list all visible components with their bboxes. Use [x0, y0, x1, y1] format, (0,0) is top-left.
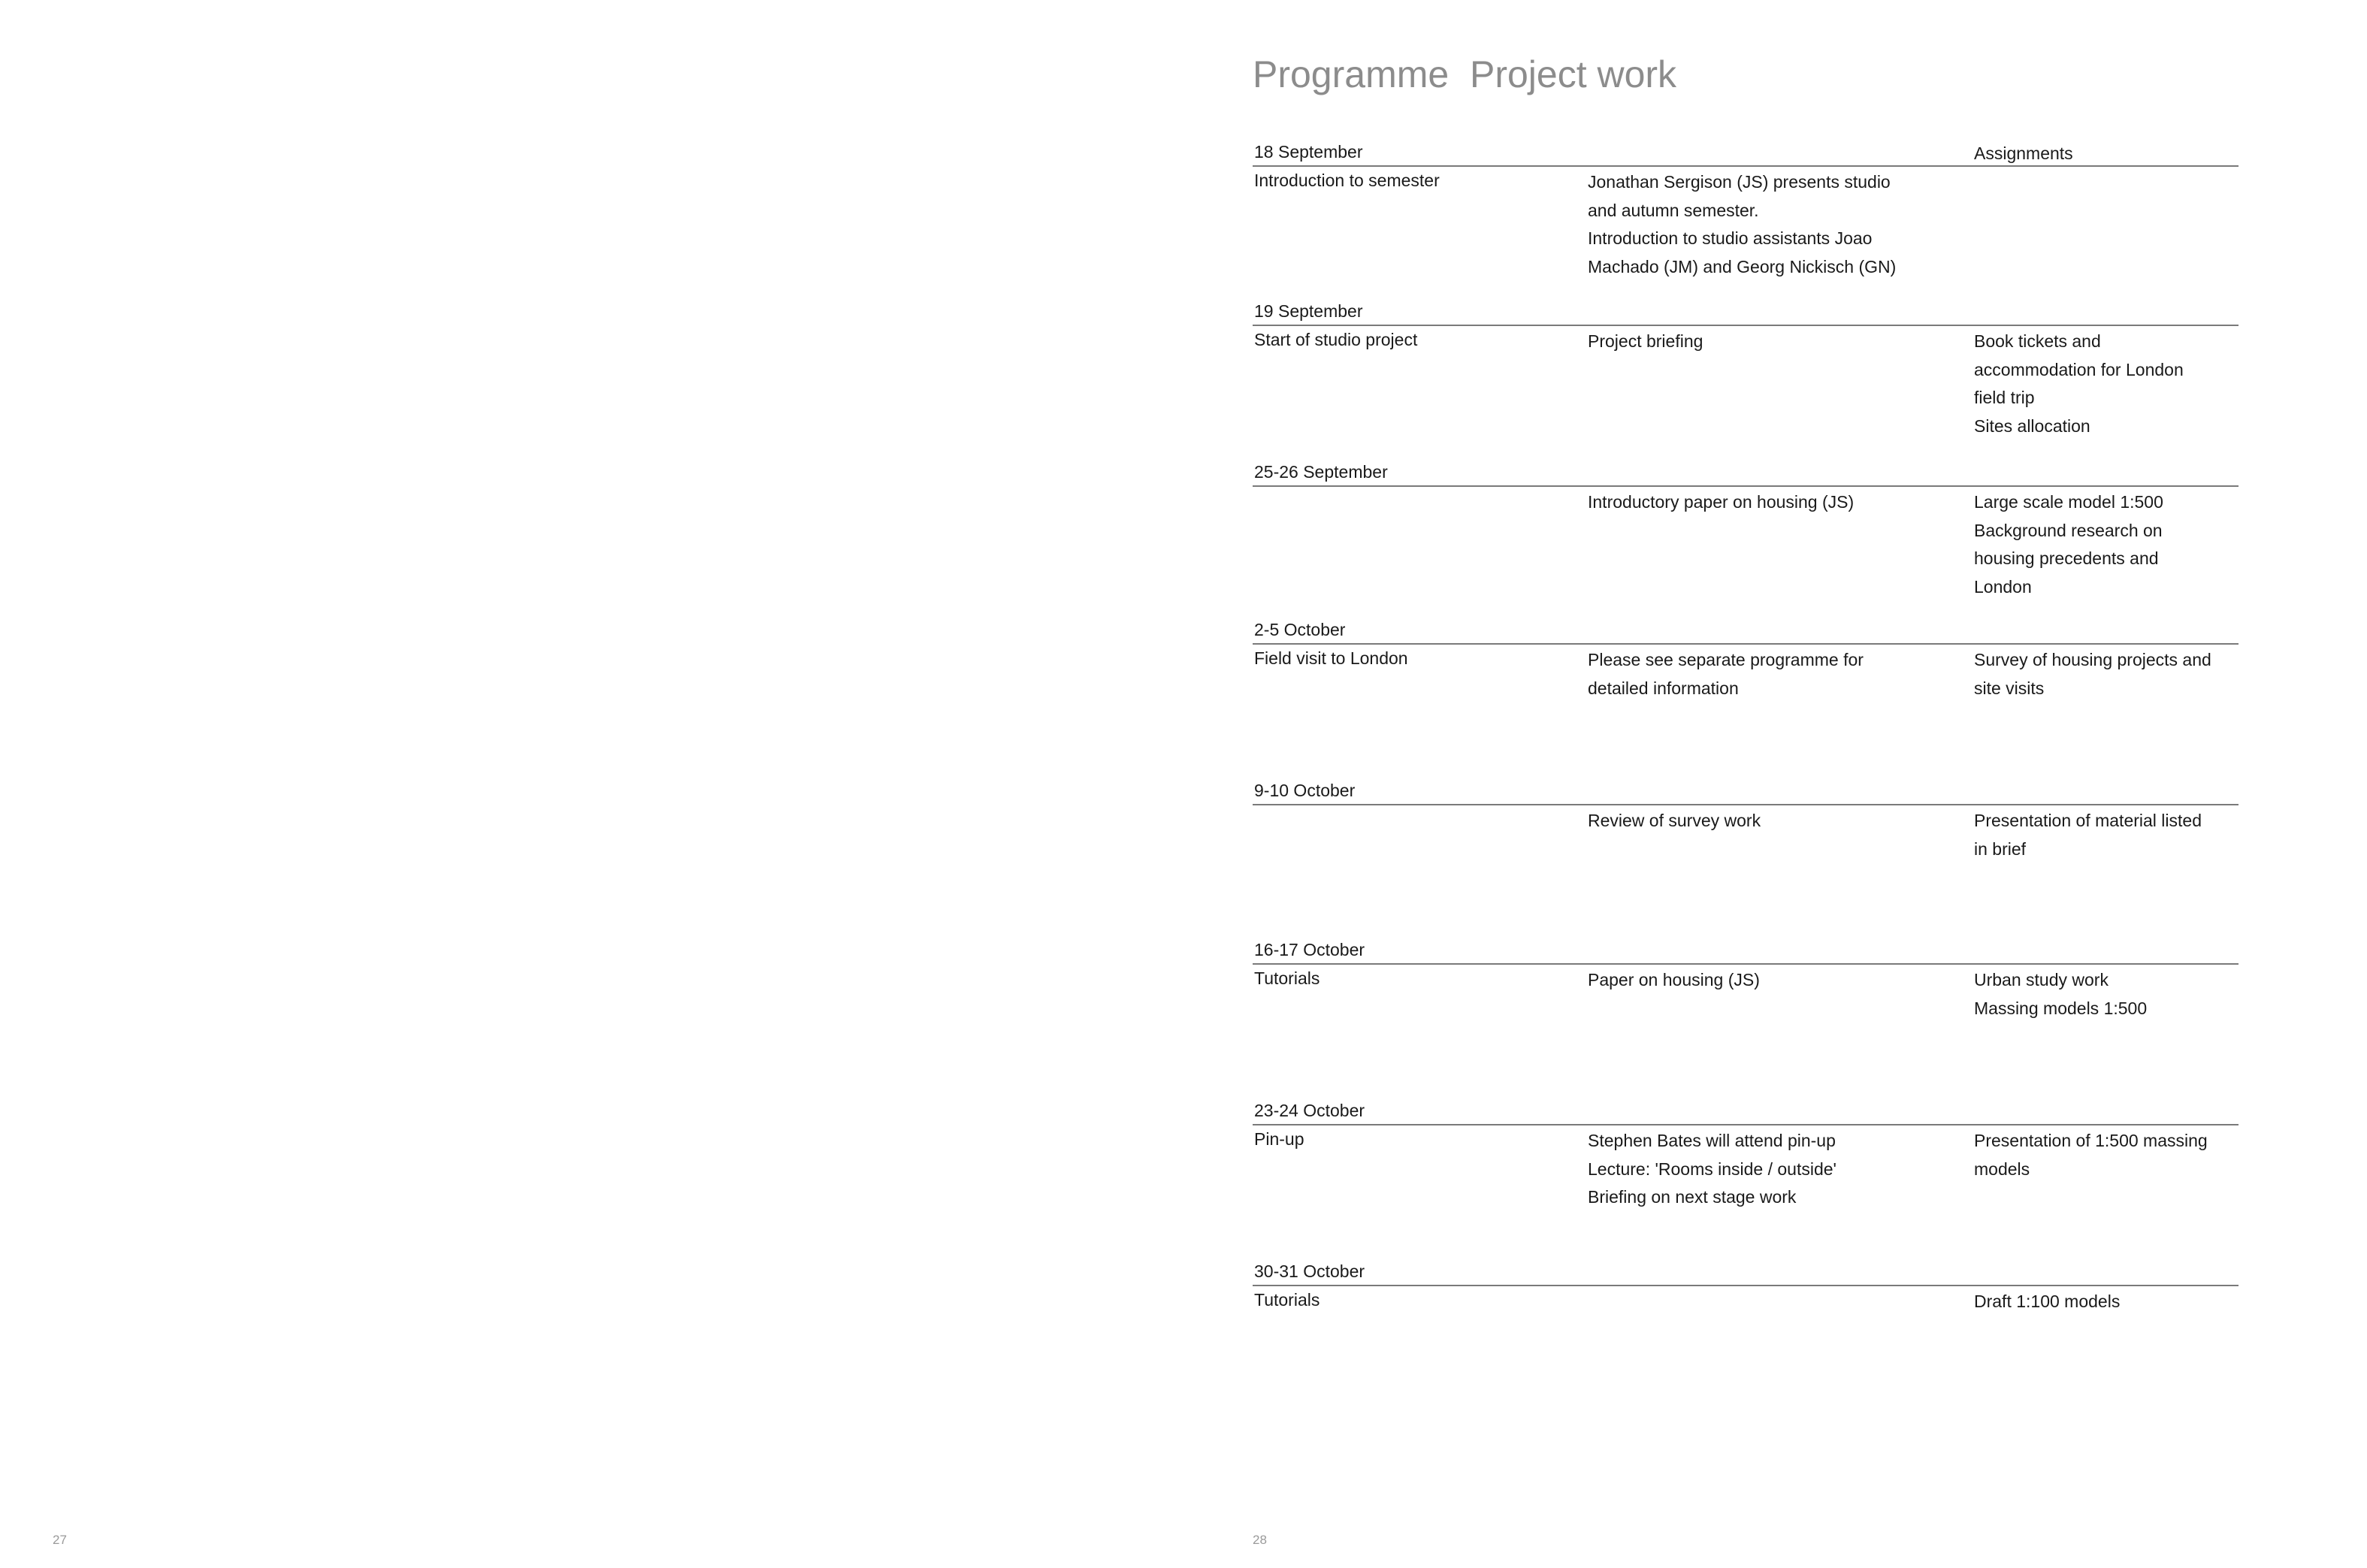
page-number-right: 28 [1253, 1533, 1267, 1547]
session-event: Field visit to London [1254, 648, 1408, 668]
session-header [1253, 138, 2239, 167]
schedule-session [1253, 138, 2239, 298]
detail-line: Introductory paper on housing (JS) [1588, 492, 1855, 512]
session-header [1253, 458, 2239, 487]
session-details [1588, 168, 1948, 281]
assignment-line: site visits [1974, 678, 2045, 698]
assignment-line: Urban study work [1974, 970, 2109, 989]
session-assignments [1974, 328, 2237, 440]
session-details [1588, 646, 1948, 702]
schedule-session [1253, 1258, 2239, 1331]
assignment-line: in brief [1974, 838, 2027, 859]
session-event: Tutorials [1254, 968, 1320, 988]
session-header [1253, 1097, 2239, 1125]
session-date: 23-24 October [1254, 1101, 1365, 1120]
detail-line: Project briefing [1588, 331, 1703, 351]
session-event: Start of studio project [1254, 330, 1418, 349]
assignment-line: Background research on [1974, 520, 2163, 540]
assignment-line: Presentation of 1:500 massing [1974, 1131, 2208, 1150]
session-date: 2-5 October [1254, 620, 1346, 639]
session-assignments [1974, 966, 2237, 1023]
session-assignments [1974, 646, 2237, 702]
assignment-line: Book tickets and [1974, 331, 2101, 351]
schedule-session [1253, 298, 2239, 458]
session-header [1253, 777, 2239, 805]
assignment-line: Massing models 1:500 [1974, 998, 2148, 1018]
detail-line: Introduction to studio assistants Joao [1588, 228, 1873, 248]
assignment-line: London [1974, 576, 2032, 597]
assignment-line: models [1974, 1159, 2030, 1179]
page-number-left: 27 [53, 1533, 67, 1547]
detail-line: Paper on housing (JS) [1588, 970, 1760, 989]
detail-line: Machado (JM) and Georg Nickisch (GN) [1588, 256, 1897, 276]
assignment-line: Draft 1:100 models [1974, 1292, 2121, 1311]
right-page [1184, 0, 2367, 1568]
session-date: 25-26 September [1254, 462, 1388, 482]
session-event: Pin-up [1254, 1129, 1304, 1149]
session-header [1253, 936, 2239, 965]
session-details [1588, 328, 1948, 356]
assignment-line: Sites allocation [1974, 415, 2090, 436]
detail-line: Review of survey work [1588, 811, 1761, 830]
session-header [1253, 298, 2239, 326]
programme-schedule [1253, 138, 2239, 1331]
assignment-line: housing precedents and [1974, 548, 2159, 568]
assignment-line: Large scale model 1:500 [1974, 492, 2163, 512]
detail-line: Jonathan Sergison (JS) presents studio [1588, 172, 1891, 192]
detail-line: Stephen Bates will attend pin-up [1588, 1131, 1836, 1150]
session-date: 16-17 October [1254, 940, 1365, 959]
assignment-line: Survey of housing projects and [1974, 650, 2211, 669]
session-details [1588, 807, 1948, 835]
detail-line: Please see separate programme for [1588, 650, 1864, 669]
session-event: Tutorials [1254, 1290, 1320, 1310]
assignment-line: Presentation of material listed [1974, 811, 2202, 830]
detail-line: and autumn semester. [1588, 200, 1759, 220]
session-event: Introduction to semester [1254, 171, 1440, 190]
assignment-line: accommodation for London [1974, 359, 2184, 379]
page-title: Programme Project work [1253, 53, 1677, 95]
session-header [1253, 616, 2239, 645]
schedule-session [1253, 936, 2239, 1097]
session-assignments [1974, 807, 2237, 863]
schedule-session [1253, 1097, 2239, 1258]
session-details [1588, 966, 1948, 995]
session-header [1253, 1258, 2239, 1286]
session-details [1588, 1127, 1948, 1212]
session-assignments [1974, 488, 2237, 601]
assignments-column-header: Assignments [1974, 144, 2073, 163]
session-assignments [1974, 1288, 2237, 1316]
session-date: 30-31 October [1254, 1261, 1365, 1281]
schedule-session [1253, 458, 2239, 616]
session-date: 19 September [1254, 301, 1363, 321]
detail-line: Briefing on next stage work [1588, 1187, 1797, 1207]
schedule-session [1253, 777, 2239, 936]
session-date: 18 September [1254, 142, 1363, 162]
detail-line: detailed information [1588, 678, 1739, 698]
session-details [1588, 488, 1948, 517]
session-assignments [1974, 1127, 2237, 1183]
assignment-line: field trip [1974, 388, 2035, 407]
session-date: 9-10 October [1254, 781, 1356, 800]
detail-line: Lecture: 'Rooms inside / outside' [1588, 1159, 1836, 1179]
schedule-session [1253, 616, 2239, 777]
